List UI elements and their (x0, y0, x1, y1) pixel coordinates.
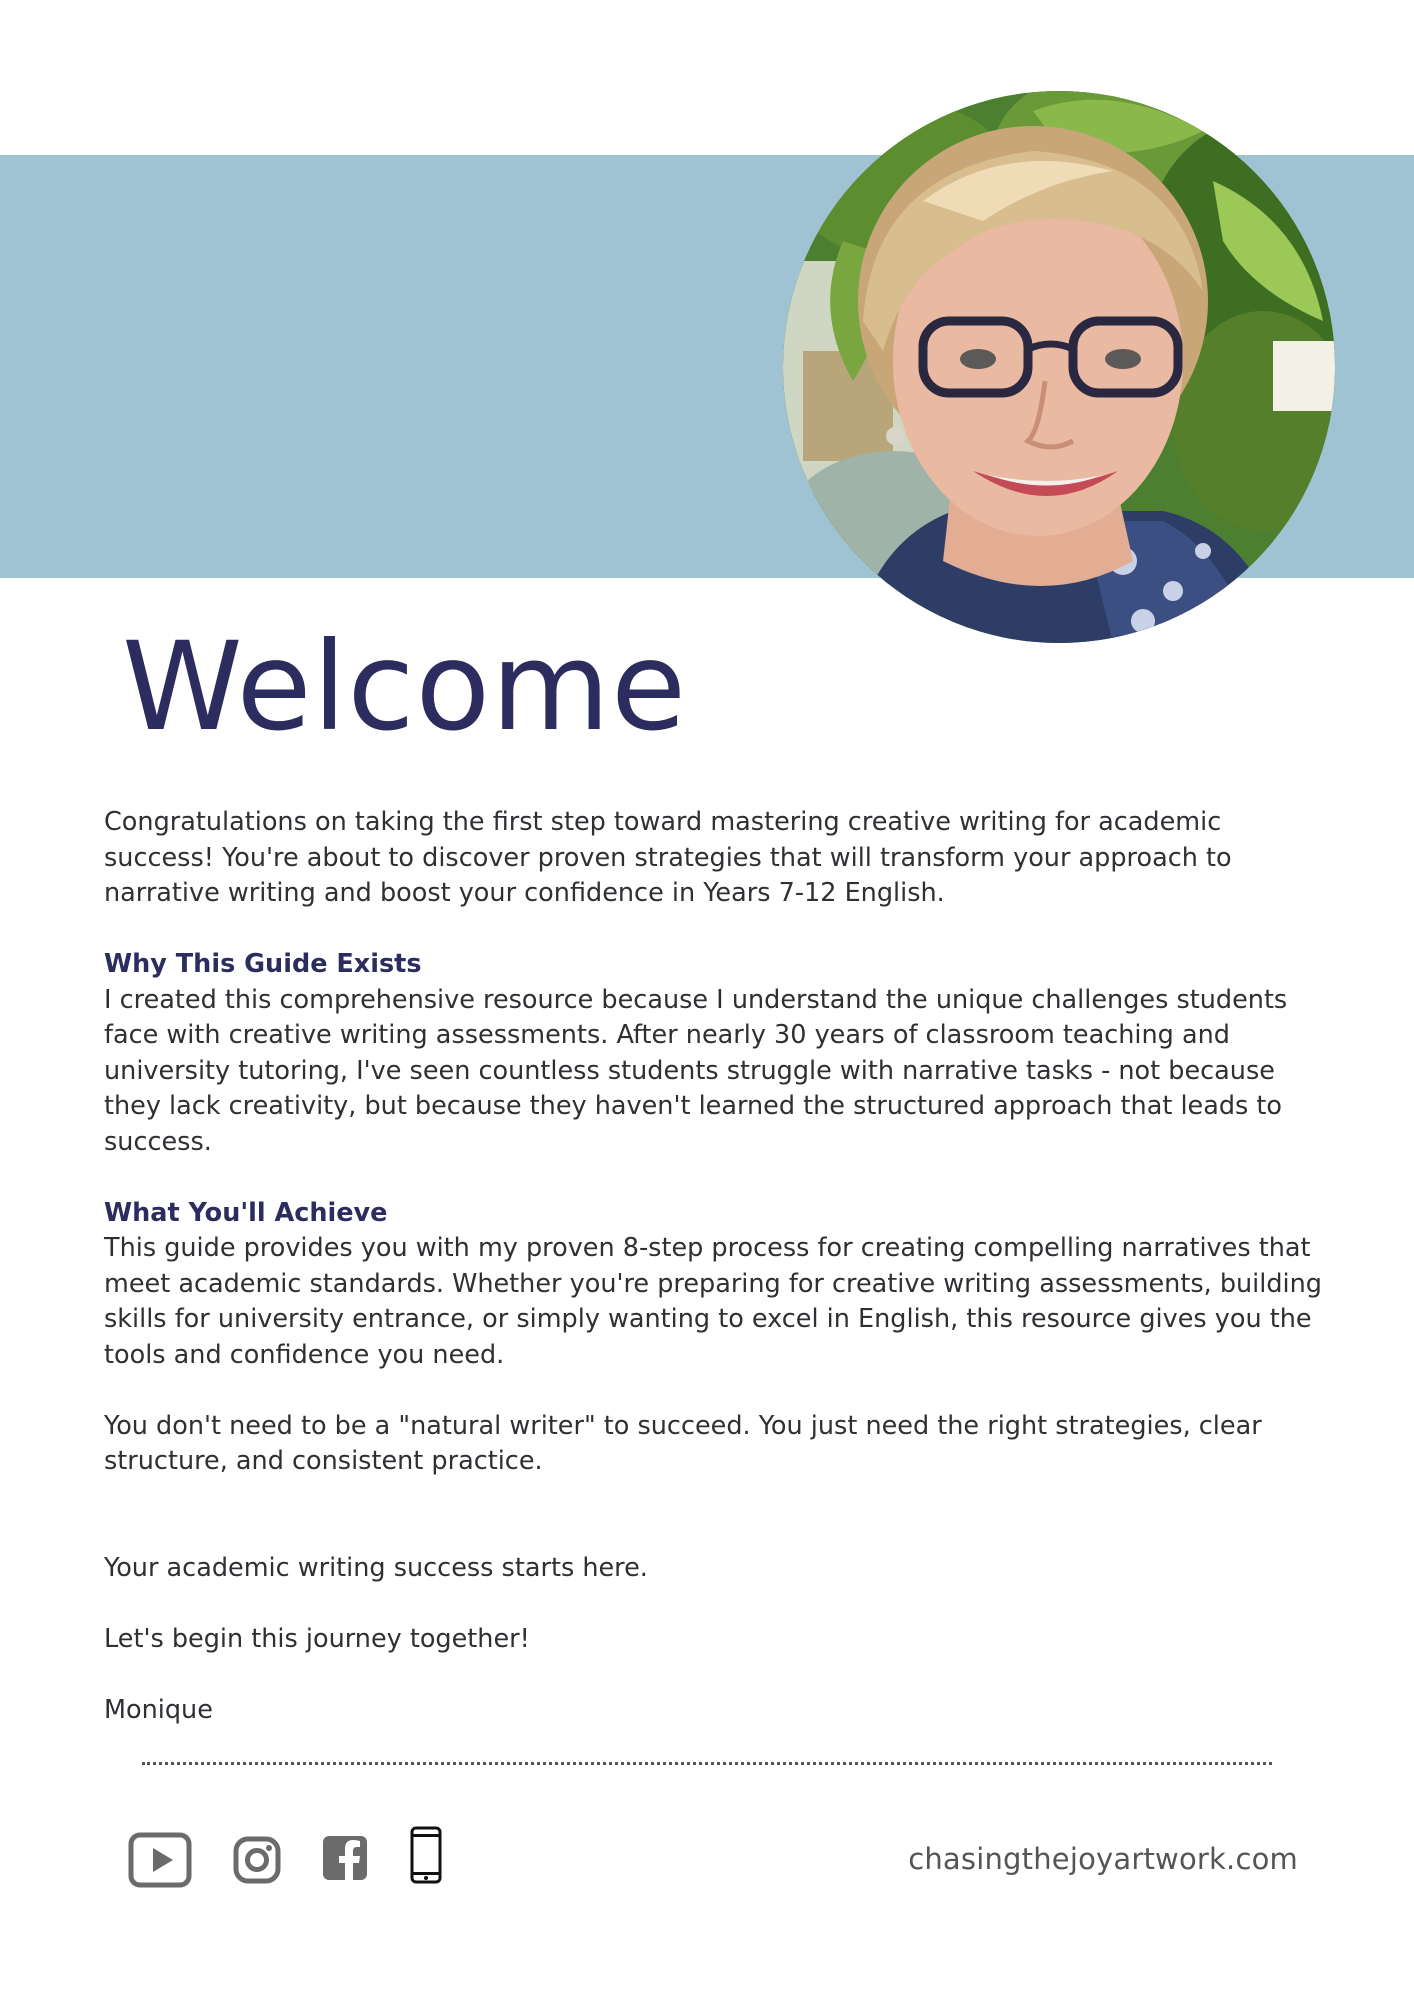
instagram-icon[interactable] (233, 1836, 281, 1888)
section-heading: What You'll Achieve (104, 1197, 388, 1228)
phone-icon[interactable] (410, 1826, 442, 1888)
letter-body (104, 805, 1324, 1764)
section-body: This guide provides you with my proven 8-step process for creating compelling narratives that meet academic standards. Whether you're preparing for creative writing assessments, building skills for university entrance, or simply wanting to excel in English, this resource gives you the tools and confidence you need. (104, 1233, 1322, 1370)
section-achieve (104, 1196, 1324, 1374)
page-title: Welcome (122, 616, 688, 758)
section-body: I created this comprehensive resource because I understand the unique challenges students face with creative writing assessments. After nearly 30 years of classroom teaching and university tutoring, I've seen countless students struggle with narrative tasks - not because they lack creativity, but because they haven't learned the structured approach that leads to success. (104, 984, 1288, 1157)
encouragement-paragraph: You don't need to be a "natural writer" to succeed. You just need the right strategies, clear structure, and consistent practice. (104, 1410, 1262, 1476)
signature: Monique (104, 1694, 213, 1725)
author-portrait-illustration (783, 91, 1335, 643)
closing-line: Let's begin this journey together! (104, 1623, 530, 1654)
intro-paragraph: Congratulations on taking the first step toward mastering creative writing for academic success! You're about to discover proven strategies that will transform your approach to narrative writing and boost your confidence in Years 7-12 English. (104, 807, 1232, 908)
author-photo (783, 91, 1335, 643)
website-link[interactable]: chasingthejoyartwork.com (908, 1842, 1298, 1876)
section-why (104, 947, 1324, 1160)
facebook-icon[interactable] (323, 1836, 367, 1884)
closing-line: Your academic writing success starts here. (104, 1552, 648, 1583)
section-heading: Why This Guide Exists (104, 949, 422, 979)
youtube-icon[interactable] (128, 1832, 192, 1892)
footer-divider (142, 1762, 1272, 1765)
